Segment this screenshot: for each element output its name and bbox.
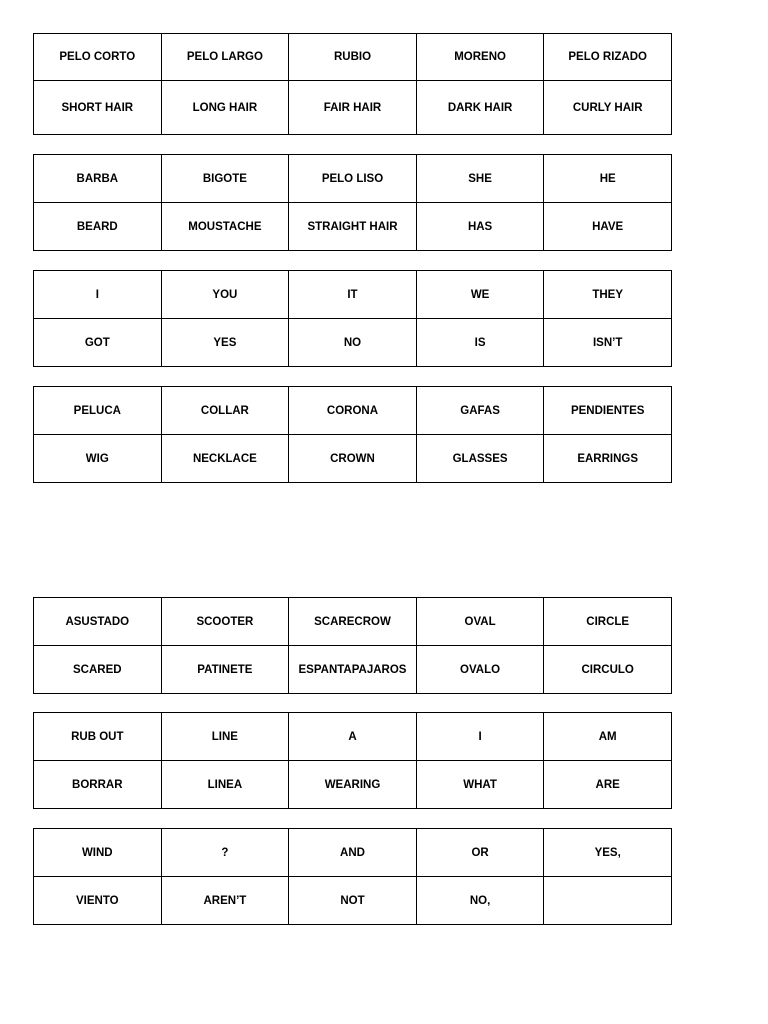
table-row bbox=[34, 713, 672, 761]
word-card: LINE bbox=[161, 713, 289, 761]
word-card: CIRCLE bbox=[544, 598, 672, 646]
word-card: AREN’T bbox=[161, 877, 289, 925]
word-card-empty bbox=[544, 877, 672, 925]
word-card-table-1 bbox=[33, 33, 672, 135]
table-row bbox=[34, 319, 672, 367]
word-card: NO, bbox=[416, 877, 544, 925]
word-card: WIG bbox=[34, 435, 162, 483]
word-card: LONG HAIR bbox=[161, 81, 289, 135]
word-card: HAS bbox=[416, 203, 544, 251]
table-row bbox=[34, 155, 672, 203]
word-card: OR bbox=[416, 829, 544, 877]
word-card: ESPANTAPAJAROS bbox=[289, 646, 417, 694]
word-card: MORENO bbox=[416, 34, 544, 81]
word-card: PELO LISO bbox=[289, 155, 417, 203]
word-card: THEY bbox=[544, 271, 672, 319]
word-card: CORONA bbox=[289, 387, 417, 435]
word-card: OVAL bbox=[416, 598, 544, 646]
word-card: STRAIGHT HAIR bbox=[289, 203, 417, 251]
word-card: EARRINGS bbox=[544, 435, 672, 483]
word-card: PELO CORTO bbox=[34, 34, 162, 81]
word-card: DARK HAIR bbox=[416, 81, 544, 135]
word-card: IT bbox=[289, 271, 417, 319]
word-card: SCARECROW bbox=[289, 598, 417, 646]
word-card: AM bbox=[544, 713, 672, 761]
word-card: HE bbox=[544, 155, 672, 203]
word-card: HAVE bbox=[544, 203, 672, 251]
word-card: IS bbox=[416, 319, 544, 367]
word-card: GLASSES bbox=[416, 435, 544, 483]
word-card: COLLAR bbox=[161, 387, 289, 435]
word-card: BEARD bbox=[34, 203, 162, 251]
word-card: ? bbox=[161, 829, 289, 877]
word-card: MOUSTACHE bbox=[161, 203, 289, 251]
word-card-table-3 bbox=[33, 270, 672, 367]
word-card-table-6 bbox=[33, 712, 672, 809]
word-card: CURLY HAIR bbox=[544, 81, 672, 135]
table-row bbox=[34, 271, 672, 319]
word-card: NOT bbox=[289, 877, 417, 925]
word-card-table-2 bbox=[33, 154, 672, 251]
word-card: A bbox=[289, 713, 417, 761]
word-card: BORRAR bbox=[34, 761, 162, 809]
word-card: PELO LARGO bbox=[161, 34, 289, 81]
word-card-table-4 bbox=[33, 386, 672, 483]
word-card: FAIR HAIR bbox=[289, 81, 417, 135]
word-card: ASUSTADO bbox=[34, 598, 162, 646]
word-card: YES bbox=[161, 319, 289, 367]
table-row bbox=[34, 81, 672, 135]
table-row bbox=[34, 203, 672, 251]
word-card: NO bbox=[289, 319, 417, 367]
word-card: LINEA bbox=[161, 761, 289, 809]
word-card: SCOOTER bbox=[161, 598, 289, 646]
table-row bbox=[34, 877, 672, 925]
word-card-table-7 bbox=[33, 828, 672, 925]
word-card: SCARED bbox=[34, 646, 162, 694]
word-card: BIGOTE bbox=[161, 155, 289, 203]
word-card: RUB OUT bbox=[34, 713, 162, 761]
table-row bbox=[34, 34, 672, 81]
word-card: YOU bbox=[161, 271, 289, 319]
word-card: GAFAS bbox=[416, 387, 544, 435]
word-card: WE bbox=[416, 271, 544, 319]
word-card: WIND bbox=[34, 829, 162, 877]
word-card: SHE bbox=[416, 155, 544, 203]
word-card: BARBA bbox=[34, 155, 162, 203]
word-card: RUBIO bbox=[289, 34, 417, 81]
word-card: AND bbox=[289, 829, 417, 877]
word-card: PATINETE bbox=[161, 646, 289, 694]
word-card-table-5 bbox=[33, 597, 672, 694]
word-card: GOT bbox=[34, 319, 162, 367]
word-card: I bbox=[416, 713, 544, 761]
table-row bbox=[34, 761, 672, 809]
table-row bbox=[34, 435, 672, 483]
word-card: PENDIENTES bbox=[544, 387, 672, 435]
table-row bbox=[34, 829, 672, 877]
word-card: WEARING bbox=[289, 761, 417, 809]
word-card: YES, bbox=[544, 829, 672, 877]
word-card: VIENTO bbox=[34, 877, 162, 925]
word-card: NECKLACE bbox=[161, 435, 289, 483]
table-row bbox=[34, 646, 672, 694]
word-card: CIRCULO bbox=[544, 646, 672, 694]
word-card: SHORT HAIR bbox=[34, 81, 162, 135]
word-card: PELO RIZADO bbox=[544, 34, 672, 81]
table-row bbox=[34, 598, 672, 646]
word-card: WHAT bbox=[416, 761, 544, 809]
word-card: I bbox=[34, 271, 162, 319]
word-card: ISN’T bbox=[544, 319, 672, 367]
word-card: OVALO bbox=[416, 646, 544, 694]
word-card: ARE bbox=[544, 761, 672, 809]
word-card: CROWN bbox=[289, 435, 417, 483]
word-card: PELUCA bbox=[34, 387, 162, 435]
table-row bbox=[34, 387, 672, 435]
